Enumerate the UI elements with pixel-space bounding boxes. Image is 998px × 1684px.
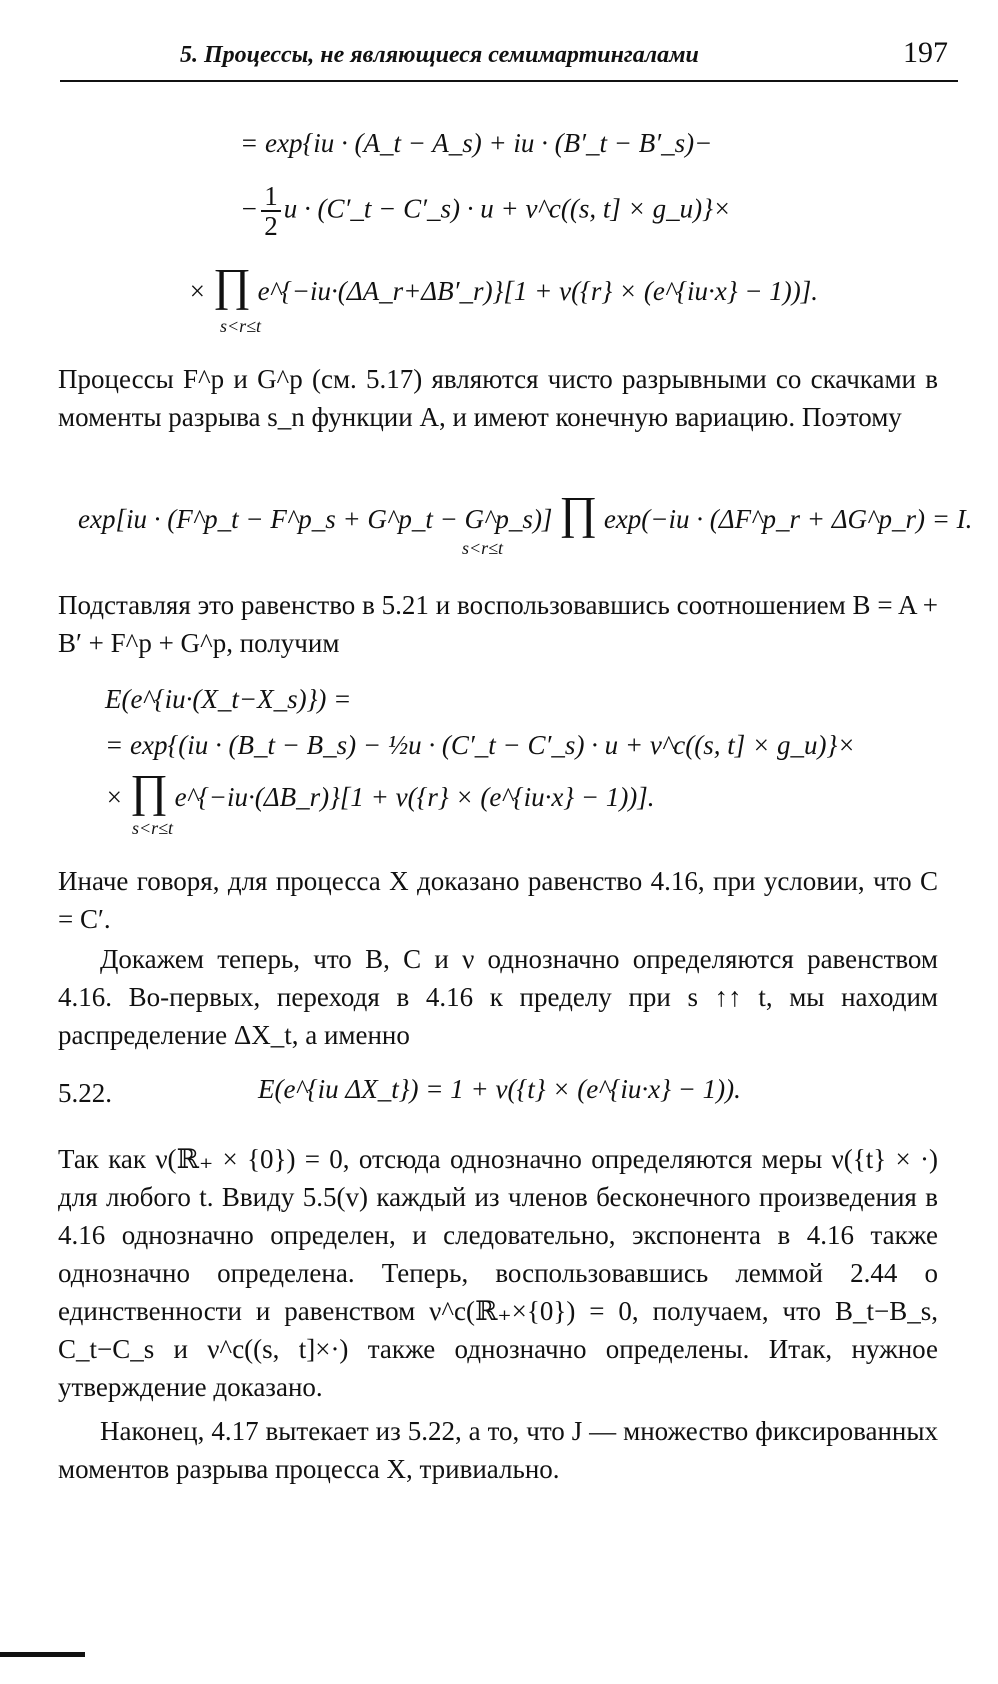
equation-top-line3-rest: e^{−iu·(ΔA_r+ΔB′_r)}[1 + ν({r} × (e^{iu·x} − 1))]. <box>257 276 819 306</box>
bottom-edge-mark <box>0 1652 85 1657</box>
fraction-denominator: 2 <box>264 211 278 242</box>
equation-e-line3 <box>105 765 655 816</box>
equation-top-line2-prefix: − <box>240 193 259 224</box>
fraction-numerator: 1 <box>261 182 281 212</box>
product-symbol: ∏ <box>212 259 251 310</box>
times-sign: × <box>188 276 207 306</box>
equation-e-line1: E(e^{iu·(X_t−X_s)}) = <box>105 684 352 714</box>
equation-mid-left: exp[iu · (F^p_t − F^p_s + G^p_t − G^p_s)] <box>78 504 553 534</box>
product-index-top: s<r≤t <box>220 316 262 336</box>
product-index-e: s<r≤t <box>132 818 174 838</box>
paragraph-1: Процессы F^p и G^p (см. 5.17) являются чисто разрывными со скачками в моменты разрыва s_n функции A, и имеют конечную вариацию. Поэтому <box>58 364 938 432</box>
paragraph-2: Подставляя это равенство в 5.21 и воспользовавшись соотношением B = A + B′ + F^p + G^p, получим <box>58 590 938 658</box>
paragraph-5: Так как ν(ℝ₊ × {0}) = 0, отсюда однозначно определяются меры ν({t} × ·) для любого t. Ввиду 5.5(v) каждый из членов бесконечного произведения в 4.16 однозначно определен, и следовательно, экспонента в 4.16 также однозначно определена. Теперь, воспользовавшись леммой 2.44 о единственности и равенством ν^c(ℝ₊×{0}) = 0, получаем, что B_t−B_s, C_t−C_s и ν^c((s, t]×·) также однозначно определены. Итак, нужное утверждение доказано. <box>58 1144 938 1402</box>
equation-5-22: E(e^{iu ΔX_t}) = 1 + ν({t} × (e^{iu·x} − 1)). <box>258 1074 741 1104</box>
times-sign: × <box>105 782 124 812</box>
paragraph-4: Докажем теперь, что B, C и ν однозначно определяются равенством 4.16. Во-первых, переходя в 4.16 к пределу при s ↑↑ t, мы находим распределение ΔX_t, а именно <box>58 944 938 1050</box>
header-title: 5. Процессы, не являющиеся семимартингалами <box>180 42 699 68</box>
equation-top-line1: = exp{iu · (A_t − A_s) + iu · (B′_t − B′_s)− <box>240 128 713 158</box>
running-header <box>60 30 958 82</box>
equation-top-line2 <box>240 182 731 241</box>
equation-mid <box>78 487 973 538</box>
paragraph-6: Наконец, 4.17 вытекает из 5.22, а то, что J — множество фиксированных моментов разрыва процесса X, тривиально. <box>58 1416 938 1484</box>
paragraph-3: Иначе говоря, для процесса X доказано равенство 4.16, при условии, что C = C′. <box>58 866 938 934</box>
equation-top-line2-rest: u · (C′_t − C′_s) · u + ν^c((s, t] × g_u)}× <box>283 193 732 224</box>
product-symbol: ∏ <box>559 487 598 538</box>
product-symbol: ∏ <box>129 765 168 816</box>
equation-number-5-22: 5.22. <box>58 1078 112 1108</box>
equation-top-line3 <box>188 259 819 310</box>
equation-e-line2: = exp{(iu · (B_t − B_s) − ½u · (C′_t − C′_s) · u + ν^c((s, t] × g_u)}× <box>105 730 856 760</box>
fraction-one-half <box>261 182 281 241</box>
equation-e-line3-rest: e^{−iu·(ΔB_r)}[1 + ν({r} × (e^{iu·x} − 1))]. <box>174 782 655 812</box>
product-index-mid: s<r≤t <box>462 538 504 558</box>
equation-mid-right: exp(−iu · (ΔF^p_r + ΔG^p_r) = I. <box>603 504 973 534</box>
page-number: 197 <box>903 36 948 69</box>
